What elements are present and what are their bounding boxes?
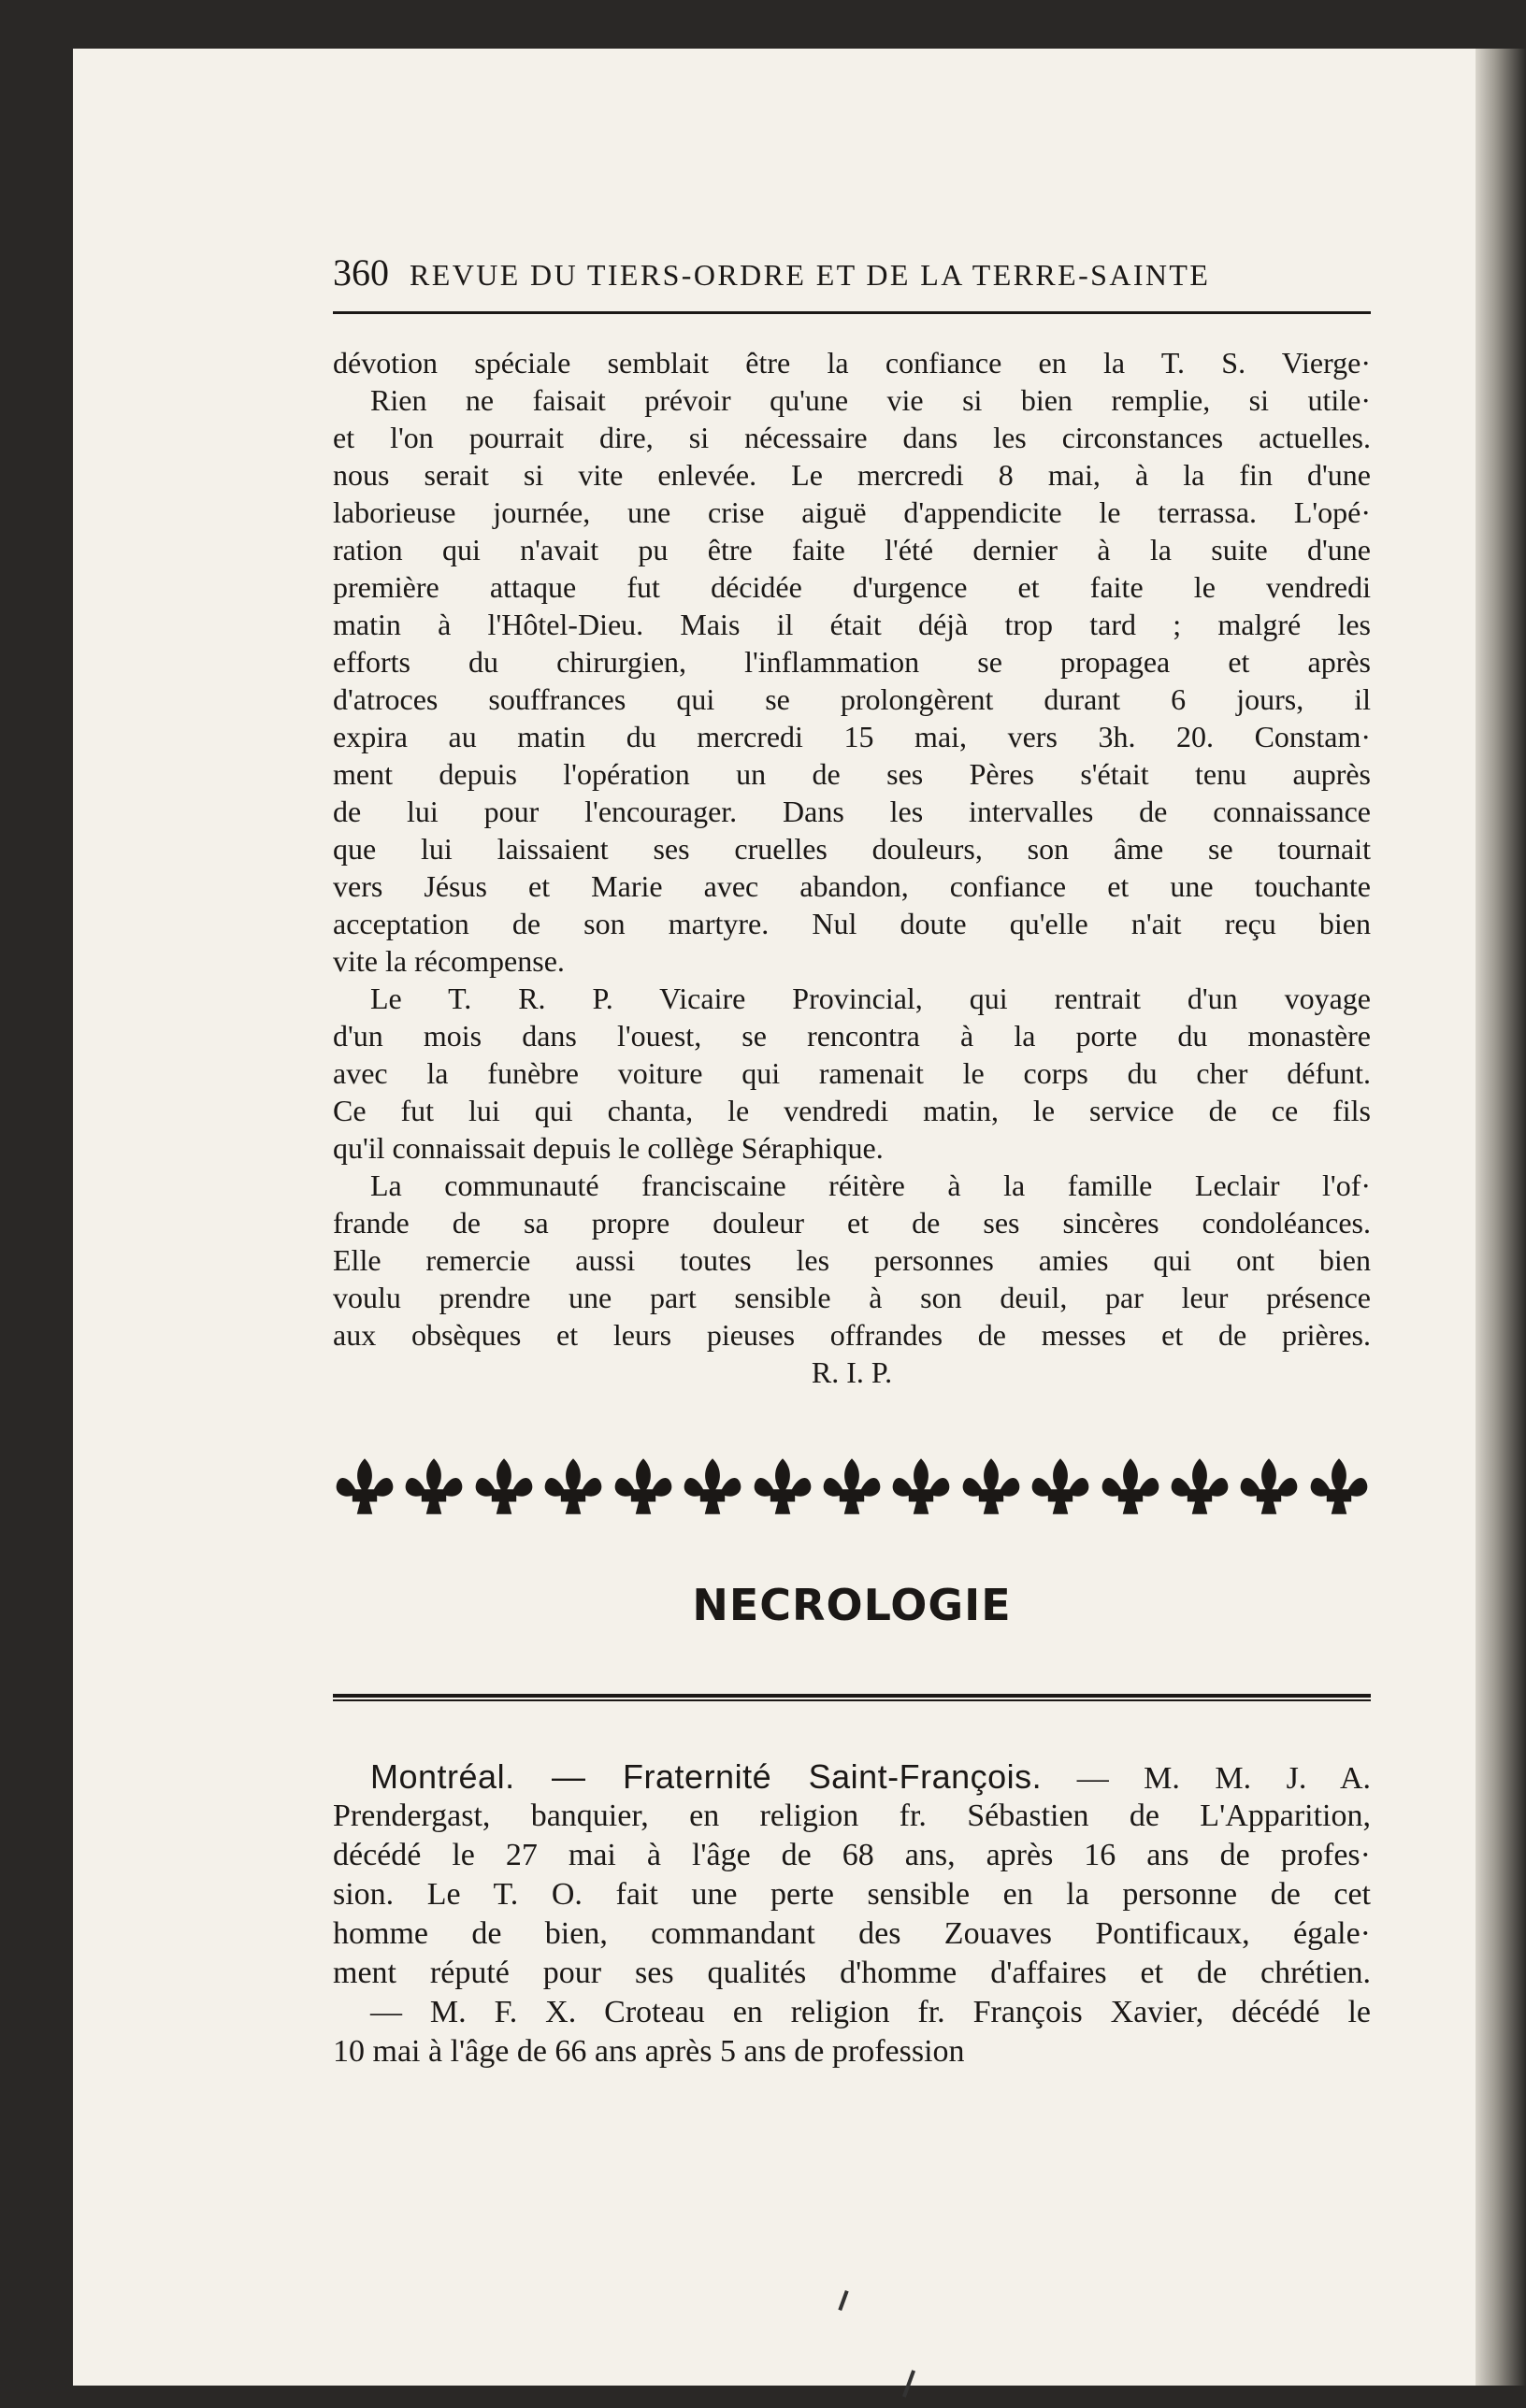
- text-line: d'atroces souffrances qui se prolongèrent durant 6 jours, il: [333, 682, 1371, 716]
- obituary-text: [333, 344, 1371, 1391]
- fleur-de-lis-icon: [681, 1455, 744, 1517]
- text-line: Rien ne faisait prévoir qu'une vie si bien remplie, si utile·: [370, 383, 1371, 417]
- necrologie-text: [333, 1757, 1371, 2071]
- text-line: sion. Le T. O. fait une perte sensible en la personne de cet: [333, 1877, 1371, 1912]
- section-rule: [333, 1694, 1371, 1701]
- running-title: REVUE DU TIERS-ORDRE ET DE LA TERRE-SAINTE: [410, 258, 1211, 292]
- text-line: Le T. R. P. Vicaire Provincial, qui rentrait d'un voyage: [370, 982, 1371, 1015]
- text-line: — M. F. X. Croteau en religion fr. François Xavier, décédé le: [370, 1995, 1371, 2029]
- rip-line: R. I. P.: [811, 1355, 893, 1389]
- fleur-de-lis-icon: [402, 1455, 466, 1517]
- text-line: avec la funèbre voiture qui ramenait le corps du cher défunt.: [333, 1056, 1371, 1090]
- text-line: vite la récompense.: [333, 944, 565, 978]
- text-line: qu'il connaissait depuis le collège Séraphique.: [333, 1131, 884, 1165]
- text-line: ment depuis l'opération un de ses Pères s'était tenu auprès: [333, 757, 1371, 791]
- fleur-de-lis-ornament-row: [333, 1454, 1371, 1519]
- text-line: décédé le 27 mai à l'âge de 68 ans, après 16 ans de profes·: [333, 1838, 1371, 1872]
- fleur-de-lis-icon: [1029, 1455, 1092, 1517]
- text-line: nous serait si vite enlevée. Le mercredi 8 mai, à la fin d'une: [333, 458, 1371, 492]
- fleur-de-lis-icon: [541, 1455, 605, 1517]
- text-line: de lui pour l'encourager. Dans les intervalles de connaissance: [333, 795, 1371, 828]
- necrologie-first-line: [333, 1757, 1371, 1797]
- fleur-de-lis-icon: [1237, 1455, 1301, 1517]
- fleur-de-lis-icon: [333, 1455, 396, 1517]
- text-line: laborieuse journée, une crise aiguë d'appendicite le terrassa. L'opé·: [333, 495, 1371, 529]
- text-line: aux obsèques et leurs pieuses offrandes de messes et de prières.: [333, 1318, 1371, 1352]
- text-line: et l'on pourrait dire, si nécessaire dans les circonstances actuelles.: [333, 421, 1371, 454]
- page-header: [333, 251, 1371, 294]
- text-line: Prendergast, banquier, en religion fr. Sébastien de L'Apparition,: [333, 1799, 1371, 1833]
- fleur-de-lis-icon: [889, 1455, 953, 1517]
- text-line: d'un mois dans l'ouest, se rencontra à la porte du monastère: [333, 1019, 1371, 1053]
- text-line: efforts du chirurgien, l'inflammation se propagea et après: [333, 645, 1371, 679]
- fleur-de-lis-icon: [959, 1455, 1023, 1517]
- fleur-de-lis-icon: [612, 1455, 675, 1517]
- fleur-de-lis-icon: [1307, 1455, 1371, 1517]
- text-line: dévotion spéciale semblait être la confiance en la T. S. Vierge·: [333, 346, 1371, 380]
- book-edge: [1476, 49, 1526, 2386]
- fleur-de-lis-icon: [1099, 1455, 1162, 1517]
- text-line: que lui laissaient ses cruelles douleurs, son âme se tournait: [333, 832, 1371, 866]
- text-line: 10 mai à l'âge de 66 ans après 5 ans de profession: [333, 2034, 965, 2069]
- text-line: La communauté franciscaine réitère à la famille Leclair l'of·: [370, 1168, 1371, 1202]
- text-line: Elle remercie aussi toutes les personnes amies qui ont bien: [333, 1243, 1371, 1277]
- text-line: voulu prendre une part sensible à son deuil, par leur présence: [333, 1281, 1371, 1314]
- necrologie-lead: Montréal. — Fraternité Saint-François.: [370, 1757, 1043, 1796]
- page-number: 360: [333, 251, 389, 294]
- text-line: frande de sa propre douleur et de ses sincères condoléances.: [333, 1206, 1371, 1240]
- text-line: expira au matin du mercredi 15 mai, vers 3h. 20. Constam·: [333, 720, 1371, 753]
- fleur-de-lis-icon: [472, 1455, 536, 1517]
- header-rule: [333, 311, 1371, 314]
- text-line: vers Jésus et Marie avec abandon, confiance et une touchante: [333, 869, 1371, 903]
- text-line: ration qui n'avait pu être faite l'été dernier à la suite d'une: [333, 533, 1371, 566]
- text-line: ment réputé pour ses qualités d'homme d'affaires et de chrétien.: [333, 1956, 1371, 1990]
- fleur-de-lis-icon: [1168, 1455, 1231, 1517]
- fleur-de-lis-icon: [751, 1455, 814, 1517]
- text-line: Ce fut lui qui chanta, le vendredi matin, le service de ce fils: [333, 1094, 1371, 1127]
- necrologie-first-rest: — M. M. J. A.: [1076, 1761, 1371, 1796]
- text-line: matin à l'Hôtel-Dieu. Mais il était déjà trop tard ; malgré les: [333, 608, 1371, 641]
- text-line: première attaque fut décidée d'urgence et faite le vendredi: [333, 570, 1371, 604]
- section-title: NECROLOGIE: [692, 1580, 1012, 1630]
- fleur-de-lis-icon: [820, 1455, 884, 1517]
- text-line: homme de bien, commandant des Zouaves Pontificaux, égale·: [333, 1916, 1371, 1951]
- text-line: acceptation de son martyre. Nul doute qu'elle n'ait reçu bien: [333, 907, 1371, 940]
